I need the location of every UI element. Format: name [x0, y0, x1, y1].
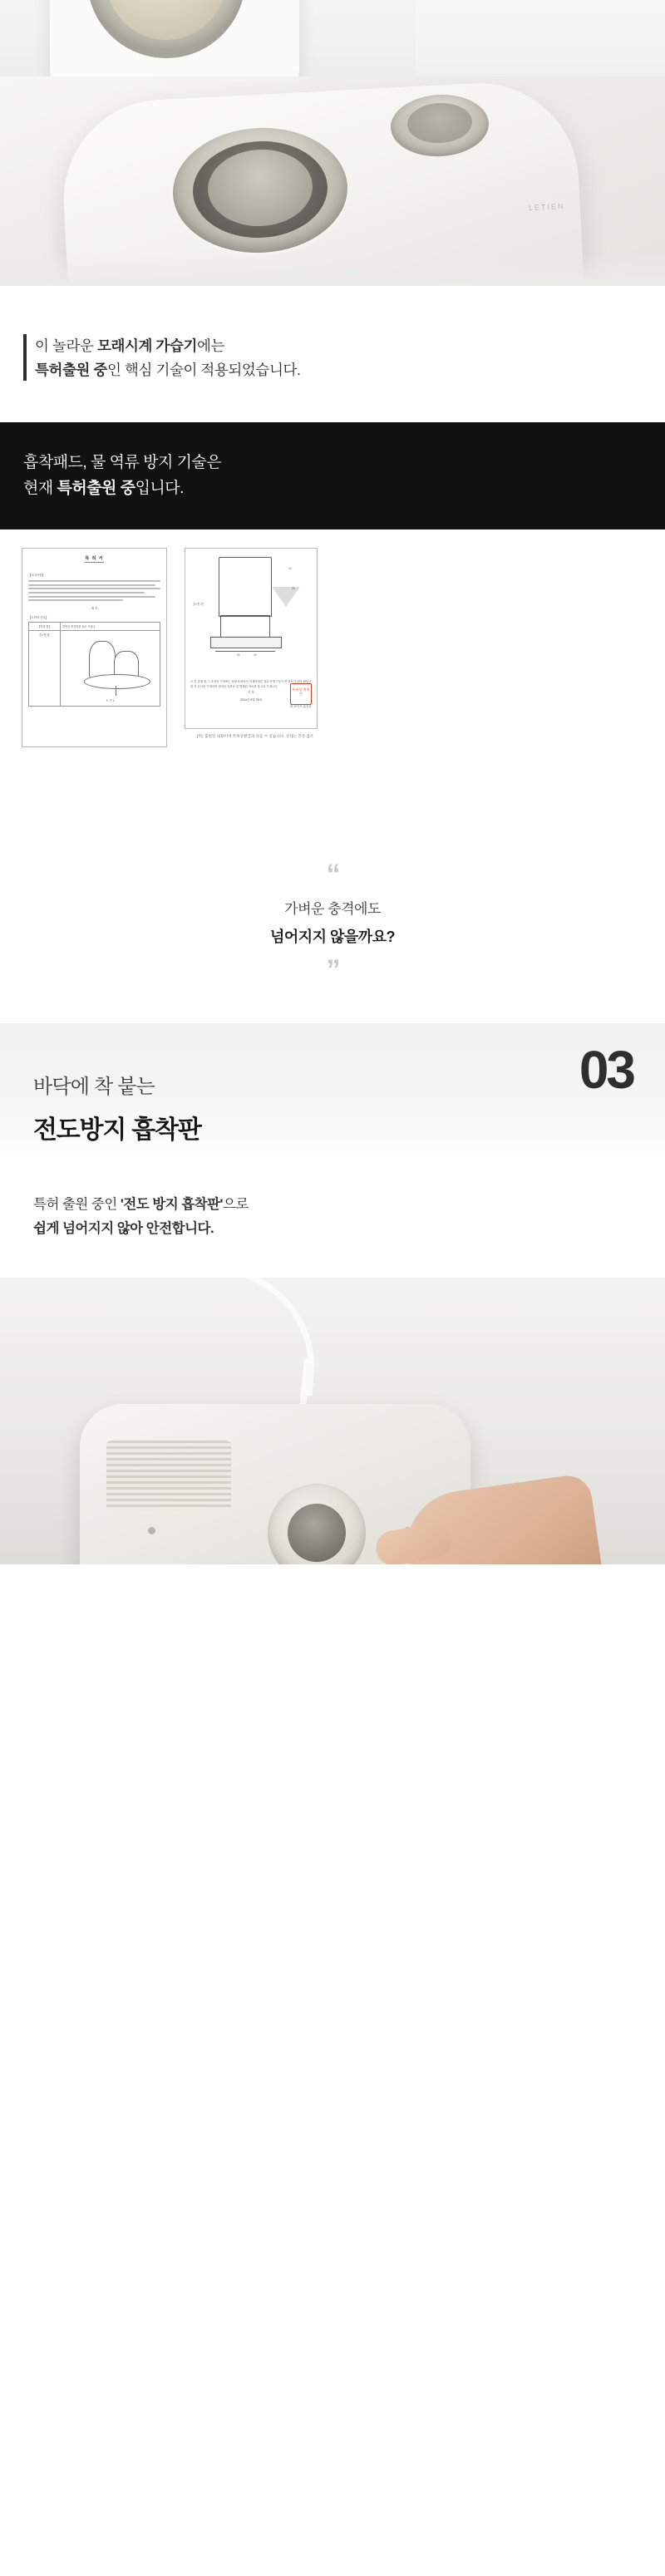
text-line: [28, 599, 123, 601]
description-line1-strong: '전도 방지 흡착판': [120, 1197, 223, 1213]
text-line: [28, 580, 160, 582]
text-line: [28, 592, 145, 594]
callout-1: 10: [288, 567, 292, 571]
claim-accent-bar: [23, 334, 27, 381]
photo-humidifier-bowl-closeup: [0, 0, 665, 76]
section-number: 03: [579, 1040, 633, 1101]
quote-close-mark: ”: [326, 953, 339, 986]
patent-figure-label: 【도면 1】: [29, 631, 61, 707]
callout-2: 20: [292, 587, 295, 591]
photo-bottom-fade: [0, 253, 665, 286]
text-line: [28, 588, 160, 589]
quote-line-2: 넘어지지 않을까요?: [269, 928, 396, 945]
description-line-1: [33, 1193, 665, 1217]
patent-left-title: 특 허 서: [85, 556, 104, 562]
power-cord: [174, 1278, 321, 1396]
patent-table-header-right: 발명의 명칭명을 참조 사항다: [60, 623, 160, 631]
patent-document-left: [22, 548, 167, 747]
patent-footnote: [주]: 출원된 내용이며 특허증발급과 다를 수 있습니다. 상세는 본문 참조: [196, 734, 314, 739]
patent-left-section-label: 【도면의 간단】: [28, 616, 49, 620]
black-band-line-2: [23, 476, 665, 502]
description-line1-prefix: 특허 출원 중인: [33, 1197, 121, 1213]
patent-left-note: - 계 속 -: [89, 607, 100, 611]
patent-table-header-left: 【명칭 명】: [29, 623, 61, 631]
figure-tank-outline: [219, 557, 272, 617]
patent-document-right: [185, 548, 318, 729]
black-band-line2-strong: 특허출원 중: [57, 479, 135, 497]
patent-right-signer: 대 표이사 홍길동: [289, 704, 312, 708]
patent-figure-cell: [60, 631, 160, 707]
section-subtitle: 바닥에 착 붙는: [33, 1076, 155, 1099]
patent-right-caption: ※ 본 출원 및 그 과정의 기재에는 상황에 따라서 지체방법론 검토 증빙구성 도면 정보가 되며 해당사항 본 공산을 기재되며 대비한 특허증 및 발행된 자료를 참고로 기재니다.: [190, 680, 312, 688]
quote-block: [0, 833, 665, 1023]
figure-chamber: [220, 615, 270, 638]
black-band-line2-suffix: 입니다.: [135, 479, 184, 497]
patent-left-title-wrap: [28, 554, 160, 568]
description-line1-suffix: 으로: [222, 1197, 249, 1213]
quote-open-mark: “: [326, 859, 339, 891]
patent-left-body-lines: [28, 580, 160, 601]
table-row: [29, 631, 160, 707]
patent-documents-block: [0, 529, 665, 833]
description-line-2: [33, 1217, 665, 1241]
callout-3: 30: [237, 653, 240, 658]
figure-suction-pads: [215, 647, 275, 652]
claim-line2-suffix: 인 핵심 기술이 적용되었습니다.: [107, 361, 301, 378]
figure-base-plate: [84, 674, 150, 689]
callout-4: 40: [254, 653, 257, 658]
patent-right-figure-label: 【도면 2】: [192, 603, 205, 607]
patent-left-table: [28, 622, 160, 707]
patent-right-date: 2024년 5월 26일: [239, 697, 263, 702]
patent-figure-caption: 도 면 1: [106, 699, 115, 703]
text-line: [28, 584, 155, 586]
description-line2-strong: 쉽게 넘어지지 않아 안전합니다.: [33, 1220, 214, 1236]
patent-left-meta: 【서지사항】: [28, 574, 45, 578]
patent-office-stamp: 특허청 출원인: [290, 683, 312, 705]
device-vent-grille: [106, 1441, 231, 1510]
patent-right-note: - 이 하 -: [246, 691, 256, 695]
photo-humidifier-top-openings: [0, 76, 665, 286]
device-suction-dot-left: [148, 1527, 155, 1534]
black-highlight-band: [0, 422, 665, 530]
description-block: [0, 1165, 665, 1278]
photo-humidifier-suction-pad: [0, 1278, 665, 1564]
claim-line1-suffix: 에는: [196, 337, 224, 354]
claim-block: [0, 286, 665, 422]
claim-line1-strong: 모래시계 가습기: [96, 337, 197, 354]
text-line: [28, 596, 155, 598]
claim-line-2: [35, 358, 665, 382]
quote-line-1: 가벼운 충격에도: [284, 900, 381, 917]
claim-line-1: [35, 334, 665, 358]
photo-background-right: [416, 0, 665, 76]
black-band-line2-prefix: 현재: [23, 479, 57, 497]
figure-funnel: [272, 587, 300, 607]
table-row: [29, 623, 160, 631]
brand-mark: LETIEN: [529, 201, 566, 213]
patent-right-figure: [190, 554, 312, 678]
device-knob-inner: [288, 1504, 346, 1562]
black-band-line-1: 흡착패드, 물 역류 방지 기술은: [23, 453, 222, 471]
claim-line1-prefix: 이 놀라운: [35, 337, 97, 354]
section-headline-block: [0, 1023, 665, 1165]
claim-line2-strong: 특허출원 중: [35, 361, 107, 378]
figure-device-outline: [84, 639, 149, 686]
section-title: 전도방지 흡착판: [33, 1116, 201, 1145]
patent-figure-drawing: [62, 633, 158, 704]
